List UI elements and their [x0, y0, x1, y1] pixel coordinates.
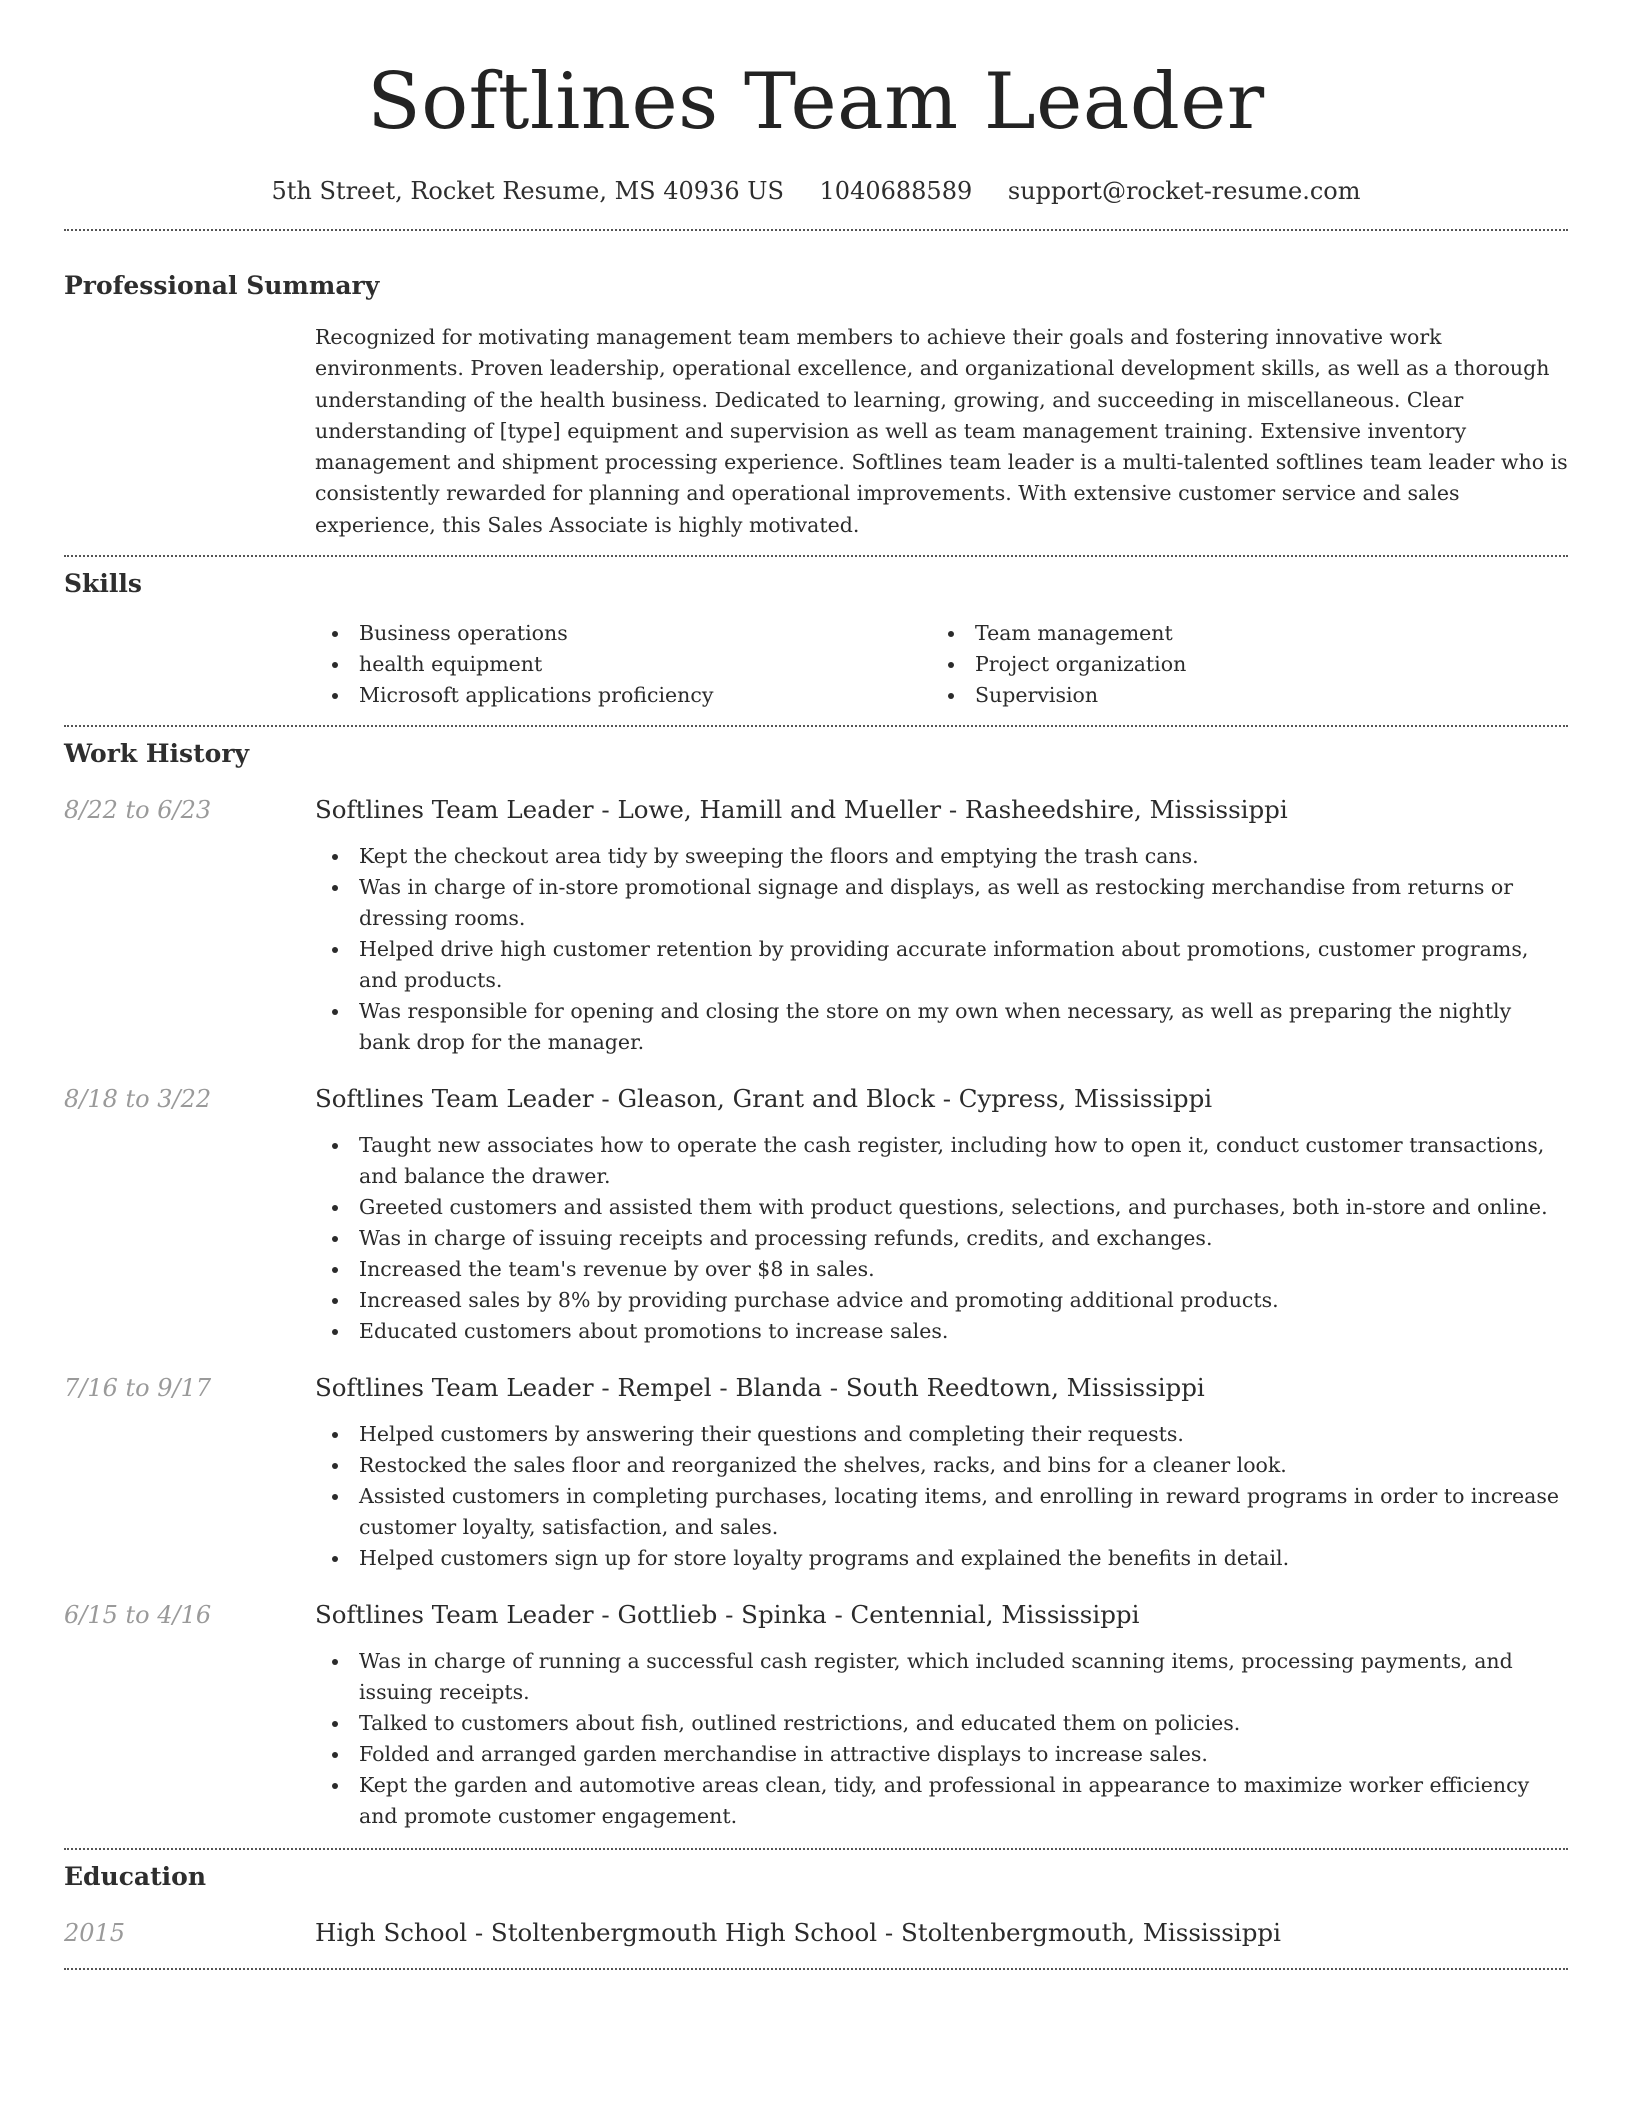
education-section — [64, 1860, 1568, 1950]
job-bullets — [315, 841, 1568, 1058]
job-bullet: Helped customers by answering their questions and completing their requests. — [315, 1419, 1568, 1450]
job-bullet: Was in charge of running a successful cash register, which included scanning items, processing payments, and issuing receipts. — [315, 1646, 1568, 1708]
job-title: Softlines Team Leader - Gottlieb - Spinka - Centennial, Mississippi — [315, 1600, 1140, 1630]
education-date: 2015 — [64, 1919, 126, 1948]
summary-heading: Professional Summary — [64, 271, 380, 300]
job-bullet: Was responsible for opening and closing the store on my own when necessary, as well as preparing the nightly bank drop for the manager. — [315, 996, 1568, 1058]
job-entry — [64, 1598, 1568, 1832]
summary-section — [64, 269, 1568, 541]
job-date: 7/16 to 9/17 — [64, 1374, 212, 1403]
skills-heading: Skills — [64, 569, 142, 599]
divider — [64, 1968, 1568, 1970]
job-body — [315, 793, 1568, 1058]
job-bullet: Restocked the sales floor and reorganized the shelves, racks, and bins for a cleaner look. — [315, 1450, 1568, 1481]
skill-item: Supervision — [931, 680, 1531, 711]
resume-page — [64, 0, 1568, 1970]
job-bullet: Educated customers about promotions to increase sales. — [315, 1316, 1568, 1347]
job-entry — [64, 1371, 1568, 1574]
job-bullet: Talked to customers about fish, outlined restrictions, and educated them on policies. — [315, 1708, 1568, 1739]
skills-list-right — [931, 618, 1531, 711]
skills-grid — [315, 618, 1568, 711]
divider — [64, 229, 1568, 231]
job-bullet: Kept the checkout area tidy by sweeping the floors and emptying the trash cans. — [315, 841, 1568, 872]
job-entry — [64, 1082, 1568, 1347]
job-bullets — [315, 1646, 1568, 1832]
divider — [64, 725, 1568, 727]
skill-item: Microsoft applications proficiency — [315, 680, 931, 711]
education-title: High School - Stoltenbergmouth High School - Stoltenbergmouth, Mississippi — [315, 1918, 1281, 1948]
education-heading: Education — [64, 1862, 207, 1892]
skills-list-left — [315, 618, 931, 711]
skill-item: Business operations — [315, 618, 931, 649]
work-history-section — [64, 737, 1568, 1832]
summary-text: Recognized for motivating management team members to achieve their goals and fostering innovative work environments. Proven leadership, operational excellence, and organizational development skills, as well as a thorough understanding of the health business. Dedicated to learning, growing, and succeeding in miscellaneous. Clear understanding of [type] equipment and supervision as well as team management training. Extensive inventory management and shipment processing experience. Softlines team leader is a multi-talented softlines team leader who is consistently rewarded for planning and operational improvements. With extensive customer service and sales experience, this Sales Associate is highly motivated. — [315, 325, 1568, 537]
skill-item: Project organization — [931, 649, 1531, 680]
job-date: 8/22 to 6/23 — [64, 796, 212, 825]
job-bullets — [315, 1130, 1568, 1347]
job-bullet: Taught new associates how to operate the cash register, including how to open it, conduct customer transactions, and balance the drawer. — [315, 1130, 1568, 1192]
job-bullet: Was in charge of issuing receipts and processing refunds, credits, and exchanges. — [315, 1223, 1568, 1254]
skill-item: Team management — [931, 618, 1531, 649]
contact-phone: 1040688589 — [819, 177, 973, 205]
job-bullet: Helped drive high customer retention by providing accurate information about promotions, customer programs, and products. — [315, 934, 1568, 996]
job-entry — [64, 793, 1568, 1058]
job-bullet: Kept the garden and automotive areas clean, tidy, and professional in appearance to maximize worker efficiency and promote customer engagement. — [315, 1770, 1568, 1832]
education-entry — [64, 1916, 1568, 1950]
skill-item: health equipment — [315, 649, 931, 680]
education-body — [315, 1916, 1568, 1950]
divider — [64, 1848, 1568, 1850]
divider — [64, 555, 1568, 557]
job-bullet: Was in charge of in-store promotional signage and displays, as well as restocking merchandise from returns or dressing rooms. — [315, 872, 1568, 934]
job-bullet: Assisted customers in completing purchases, locating items, and enrolling in reward programs in order to increase customer loyalty, satisfaction, and sales. — [315, 1481, 1568, 1543]
skills-section — [64, 567, 1568, 711]
job-body — [315, 1598, 1568, 1832]
job-bullet: Greeted customers and assisted them with product questions, selections, and purchases, both in-store and online. — [315, 1192, 1568, 1223]
contact-email: support@rocket-resume.com — [1007, 177, 1361, 205]
job-bullets — [315, 1419, 1568, 1574]
job-bullet: Increased the team's revenue by over $8 in sales. — [315, 1254, 1568, 1285]
work-history-heading: Work History — [64, 739, 250, 769]
job-bullet: Increased sales by 8% by providing purchase advice and promoting additional products. — [315, 1285, 1568, 1316]
contact-line — [64, 174, 1568, 208]
job-date: 8/18 to 3/22 — [64, 1085, 212, 1114]
job-title: Softlines Team Leader - Lowe, Hamill and Mueller - Rasheedshire, Mississippi — [315, 795, 1288, 825]
job-bullet: Folded and arranged garden merchandise in attractive displays to increase sales. — [315, 1739, 1568, 1770]
job-title: Softlines Team Leader - Gleason, Grant and Block - Cypress, Mississippi — [315, 1084, 1213, 1114]
contact-address: 5th Street, Rocket Resume, MS 40936 US — [271, 177, 784, 205]
job-body — [315, 1371, 1568, 1574]
job-date: 6/15 to 4/16 — [64, 1601, 212, 1630]
job-body — [315, 1082, 1568, 1347]
job-bullet: Helped customers sign up for store loyalty programs and explained the benefits in detail. — [315, 1543, 1568, 1574]
job-title: Softlines Team Leader - Rempel - Blanda - South Reedtown, Mississippi — [315, 1373, 1205, 1403]
resume-header — [64, 0, 1568, 208]
resume-name: Softlines Team Leader — [367, 57, 1265, 147]
